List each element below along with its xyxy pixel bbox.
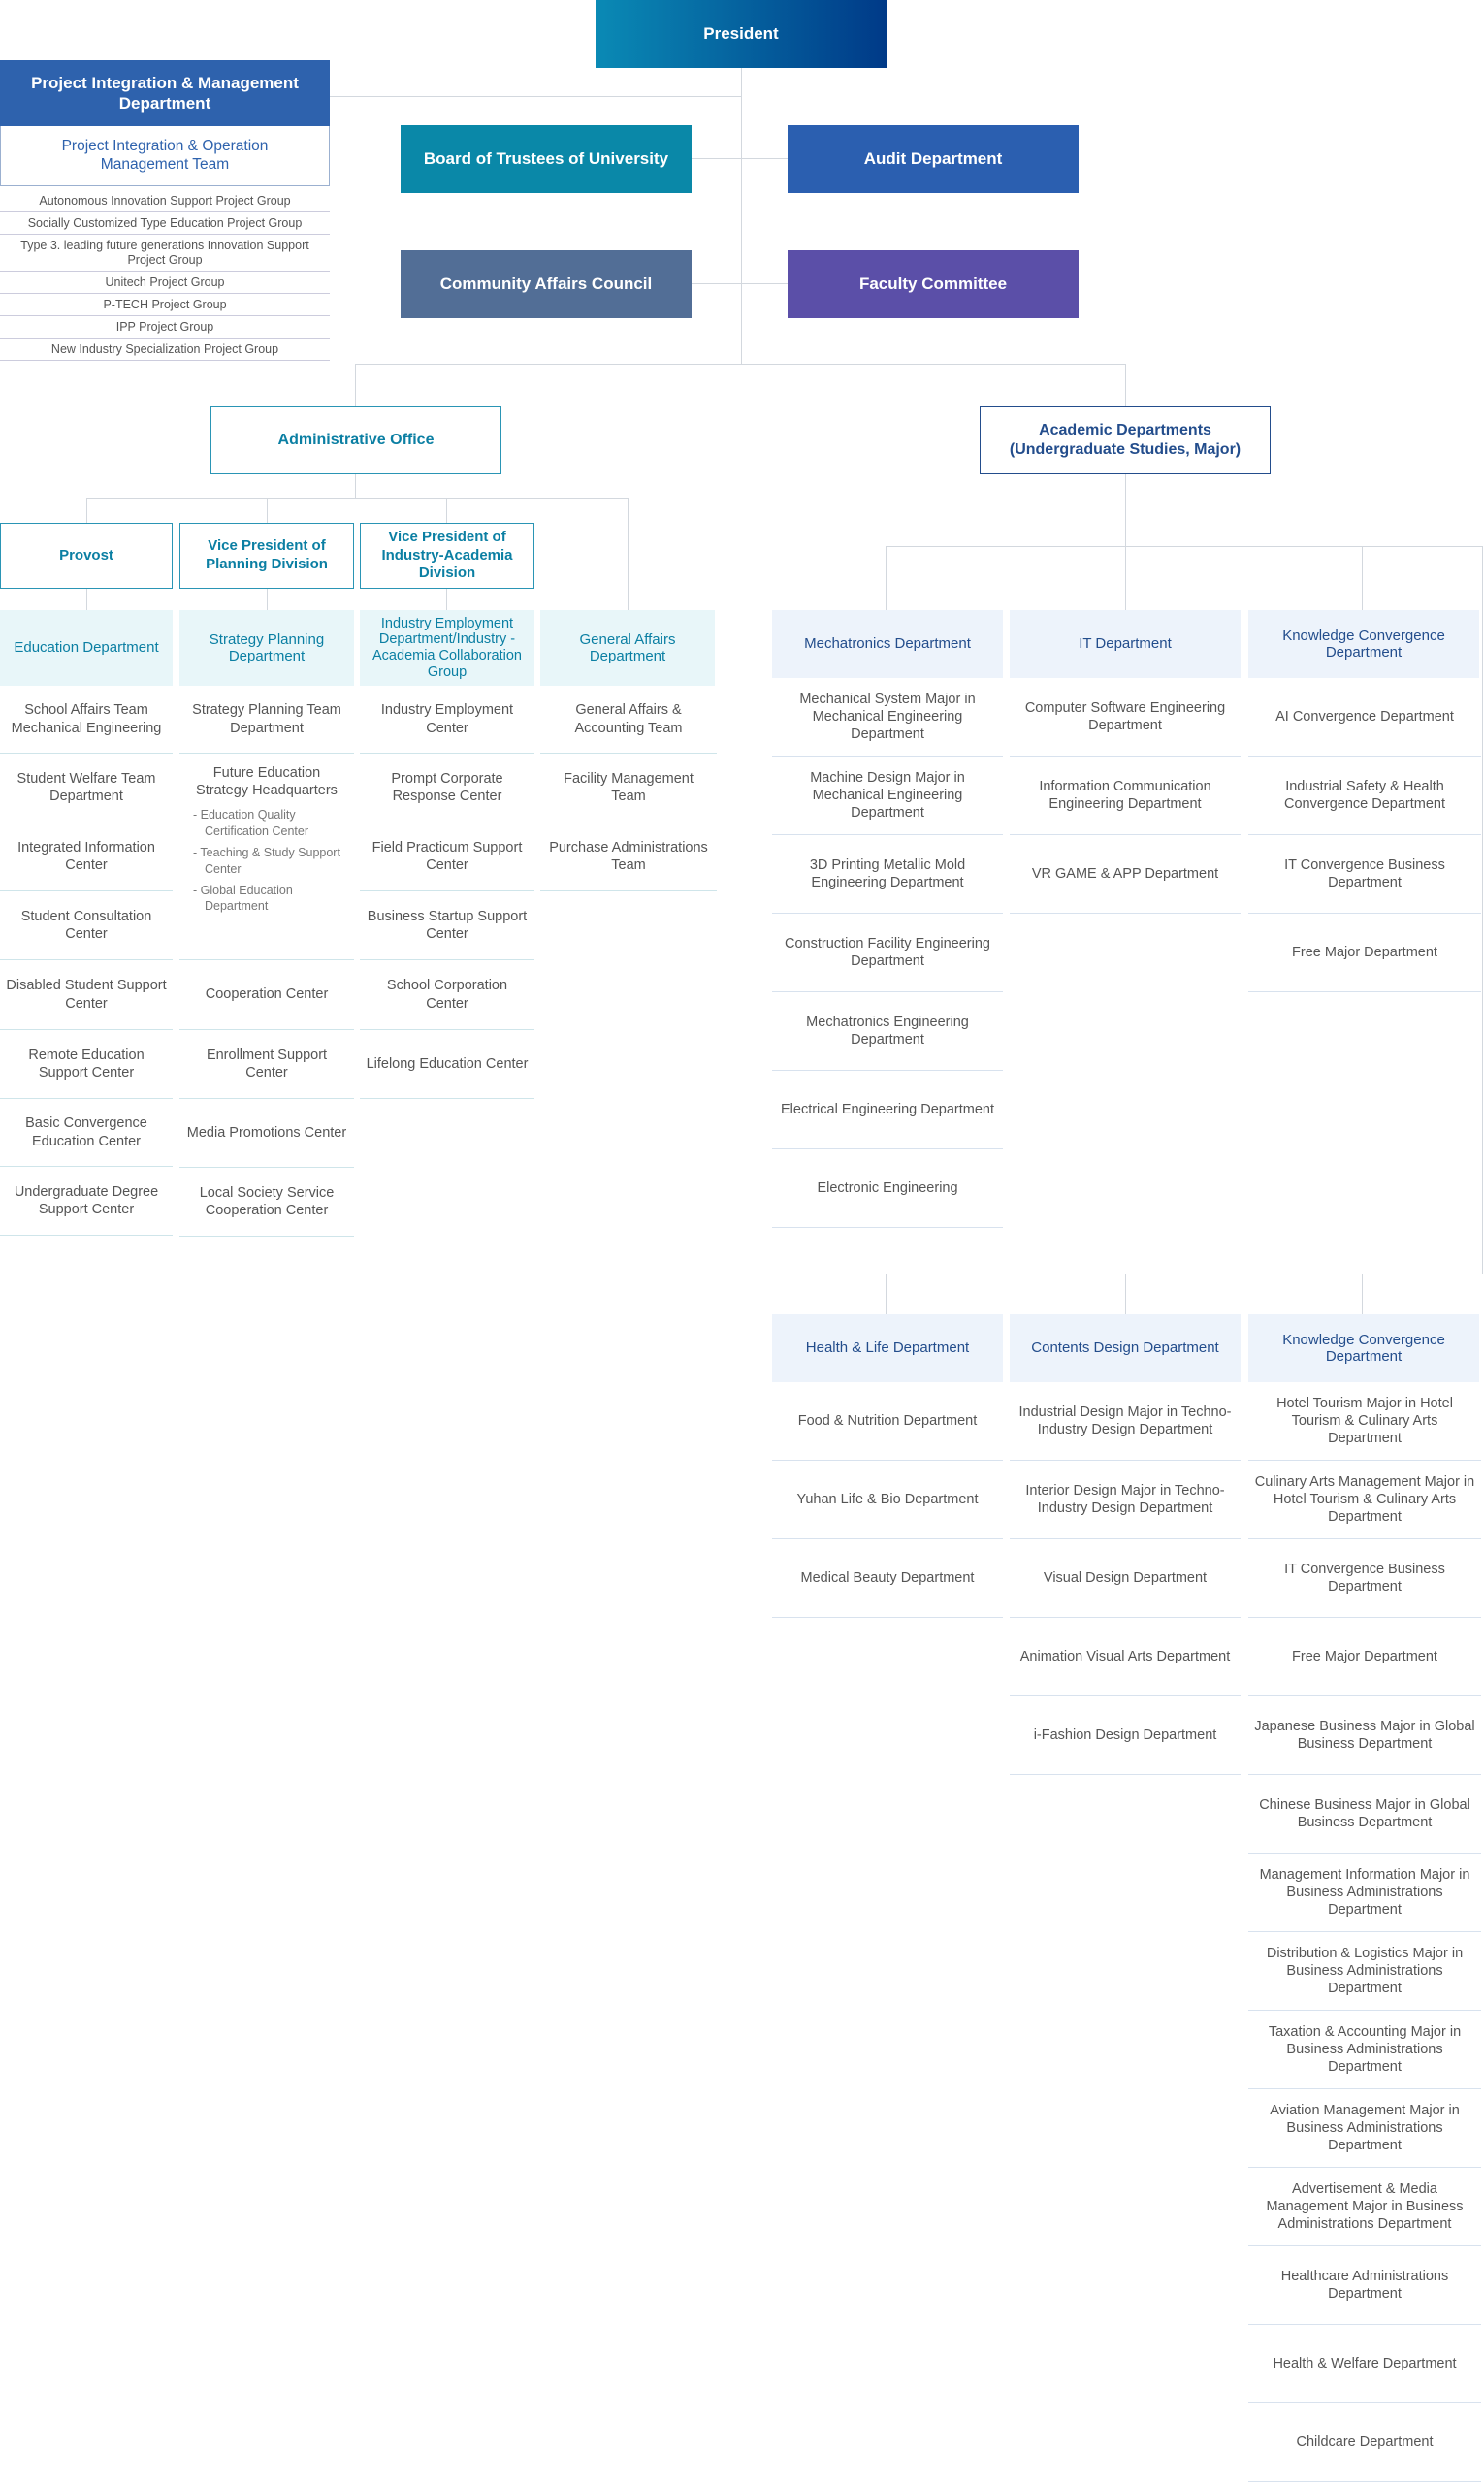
project-department-box[interactable] xyxy=(0,60,330,126)
industry-employment-list xyxy=(360,686,534,1099)
list-item[interactable]: Industrial Design Major in Techno-Industry Design Department xyxy=(1010,1382,1241,1461)
list-item[interactable]: Field Practicum Support Center xyxy=(360,822,534,891)
header-label: Health & Life Department xyxy=(805,1339,970,1357)
provost-label: Provost xyxy=(59,546,113,564)
it-department-header[interactable] xyxy=(1010,610,1241,678)
list-item[interactable]: Facility Management Team xyxy=(540,754,717,822)
header-label: Industry Employment Department/Industry -Academia Collaboration Group xyxy=(372,615,522,680)
header-label: IT Department xyxy=(1079,635,1172,653)
connector xyxy=(330,96,741,97)
list-item[interactable]: Japanese Business Major in Global Business Department xyxy=(1248,1696,1481,1775)
health-life-header[interactable] xyxy=(772,1314,1003,1382)
list-item[interactable]: Computer Software Engineering Department xyxy=(1010,678,1241,757)
list-item[interactable]: 3D Printing Metallic Mold Engineering Department xyxy=(772,835,1003,914)
connector xyxy=(886,546,887,610)
president-label: President xyxy=(703,24,779,44)
project-group-item[interactable]: New Industry Specialization Project Group xyxy=(0,339,330,361)
connector xyxy=(741,68,742,364)
list-item[interactable]: Free Major Department xyxy=(1248,1618,1481,1696)
list-item[interactable]: Prompt Corporate Response Center xyxy=(360,754,534,822)
list-item[interactable]: Health & Welfare Department xyxy=(1248,2325,1481,2403)
list-item[interactable]: General Affairs & Accounting Team xyxy=(540,686,717,754)
list-item[interactable]: Integrated Information Center xyxy=(0,822,173,891)
mechatronics-department-list xyxy=(772,678,1003,1228)
list-item[interactable]: Future Education Strategy Headquarters xyxy=(196,764,338,798)
list-item[interactable]: Mechatronics Engineering Department xyxy=(772,992,1003,1071)
list-item[interactable]: Basic Convergence Education Center xyxy=(0,1099,173,1167)
connector xyxy=(1125,546,1126,610)
connector xyxy=(1362,546,1363,610)
sub-item[interactable]: - Global Education Department xyxy=(193,883,293,914)
connector xyxy=(355,474,356,498)
knowledge-convergence-list-2 xyxy=(1248,1382,1481,2482)
list-item[interactable]: Medical Beauty Department xyxy=(772,1539,1003,1618)
connector xyxy=(86,589,87,610)
connector xyxy=(628,498,629,610)
education-department-list xyxy=(0,686,173,1236)
project-group-item[interactable]: Autonomous Innovation Support Project Group xyxy=(0,190,330,212)
list-item[interactable]: Student Welfare Team Department xyxy=(0,754,173,822)
list-item[interactable]: Advertisement & Media Management Major in Business Administrations Department xyxy=(1248,2168,1481,2246)
list-item[interactable]: Yuhan Life & Bio Department xyxy=(772,1461,1003,1539)
connector xyxy=(1125,1274,1126,1314)
mechatronics-department-header[interactable] xyxy=(772,610,1003,678)
list-item[interactable]: Hotel Tourism Major in Hotel Tourism & Culinary Arts Department xyxy=(1248,1382,1481,1461)
project-department-title: Project Integration & Management Department xyxy=(31,73,299,113)
knowledge-convergence-header-2[interactable] xyxy=(1248,1314,1479,1382)
list-item[interactable]: Machine Design Major in Mechanical Engineering Department xyxy=(772,757,1003,835)
faculty-committee-box[interactable] xyxy=(788,250,1079,318)
list-item[interactable]: Local Society Service Cooperation Center xyxy=(179,1168,354,1237)
list-item[interactable]: Electronic Engineering xyxy=(772,1149,1003,1228)
connector xyxy=(691,158,788,159)
list-item[interactable]: Animation Visual Arts Department xyxy=(1010,1618,1241,1696)
planning-division-box[interactable] xyxy=(179,523,354,589)
list-item[interactable]: Enrollment Support Center xyxy=(179,1030,354,1099)
header-label: Knowledge Convergence Department xyxy=(1282,1331,1445,1365)
community-affairs-box[interactable] xyxy=(401,250,692,318)
list-item[interactable]: Purchase Administrations Team xyxy=(540,822,717,891)
list-item[interactable]: i-Fashion Design Department xyxy=(1010,1696,1241,1775)
connector xyxy=(86,498,628,499)
connector xyxy=(1125,474,1126,546)
connector xyxy=(267,589,268,610)
list-item[interactable]: AI Convergence Department xyxy=(1248,678,1481,757)
academic-departments-box[interactable] xyxy=(980,406,1271,474)
list-item[interactable]: Food & Nutrition Department xyxy=(772,1382,1003,1461)
project-group-item[interactable]: Socially Customized Type Education Project Group xyxy=(0,212,330,235)
connector xyxy=(1482,546,1483,1274)
list-item[interactable]: Distribution & Logistics Major in Business Administrations Department xyxy=(1248,1932,1481,2011)
list-item[interactable]: Business Startup Support Center xyxy=(360,891,534,960)
connector xyxy=(886,546,1483,547)
list-item[interactable]: Childcare Department xyxy=(1248,2403,1481,2482)
list-item[interactable]: IT Convergence Business Department xyxy=(1248,1539,1481,1618)
connector xyxy=(1125,364,1126,406)
header-label: General Affairs Department xyxy=(579,630,676,664)
industry-division-box[interactable] xyxy=(360,523,534,589)
connector xyxy=(267,498,268,523)
project-group-item[interactable]: IPP Project Group xyxy=(0,316,330,339)
audit-department-box[interactable] xyxy=(788,125,1079,193)
administrative-office-box[interactable] xyxy=(210,406,501,474)
list-item[interactable]: Industry Employment Center xyxy=(360,686,534,754)
administrative-office-label: Administrative Office xyxy=(277,432,435,448)
list-item[interactable]: Information Communication Engineering Department xyxy=(1010,757,1241,835)
connector xyxy=(1362,1274,1363,1314)
it-department-list xyxy=(1010,678,1241,914)
connector xyxy=(446,589,447,610)
connector xyxy=(355,364,1125,365)
audit-label: Audit Department xyxy=(863,149,1003,169)
list-item[interactable]: Interior Design Major in Techno-Industry Design Department xyxy=(1010,1461,1241,1539)
industry-employment-header[interactable] xyxy=(360,610,534,686)
list-item[interactable]: Lifelong Education Center xyxy=(360,1030,534,1099)
list-item[interactable]: Student Consultation Center xyxy=(0,891,173,960)
list-item[interactable]: Chinese Business Major in Global Business Department xyxy=(1248,1775,1481,1854)
general-affairs-header[interactable] xyxy=(540,610,715,686)
list-item[interactable]: Media Promotions Center xyxy=(179,1099,354,1168)
list-item[interactable]: Management Information Major in Business Administrations Department xyxy=(1248,1854,1481,1932)
sub-item[interactable]: - Education Quality Certification Center xyxy=(193,808,308,838)
industry-division-label: Vice President of Industry-Academia Division xyxy=(381,528,513,582)
header-label: Strategy Planning Department xyxy=(209,630,325,664)
header-label: Mechatronics Department xyxy=(804,635,971,653)
provost-box[interactable] xyxy=(0,523,173,589)
board-label: Board of Trustees of University xyxy=(423,149,669,169)
project-team-label: Project Integration & Operation Management Team xyxy=(61,137,269,173)
knowledge-convergence-list xyxy=(1248,678,1481,992)
project-group-item[interactable]: P-TECH Project Group xyxy=(0,294,330,316)
project-group-item[interactable]: Unitech Project Group xyxy=(0,272,330,294)
education-department-header[interactable] xyxy=(0,610,173,686)
faculty-label: Faculty Committee xyxy=(858,274,1008,294)
community-label: Community Affairs Council xyxy=(439,274,653,294)
connector xyxy=(446,498,447,523)
connector xyxy=(86,498,87,523)
list-item[interactable]: Industrial Safety & Health Convergence Department xyxy=(1248,757,1481,835)
knowledge-convergence-header[interactable] xyxy=(1248,610,1479,678)
list-item[interactable]: Healthcare Administrations Department xyxy=(1248,2246,1481,2325)
list-item[interactable]: Mechanical System Major in Mechanical Engineering Department xyxy=(772,678,1003,757)
planning-division-label: Vice President of Planning Division xyxy=(206,537,328,572)
general-affairs-list xyxy=(540,686,717,891)
list-item[interactable]: Free Major Department xyxy=(1248,914,1481,992)
strategy-planning-list xyxy=(179,686,354,1237)
header-label: Education Department xyxy=(14,639,159,657)
academic-departments-label: Academic Departments (Undergraduate Studies, Major) xyxy=(1009,422,1242,458)
connector xyxy=(886,1274,887,1314)
list-item[interactable]: Visual Design Department xyxy=(1010,1539,1241,1618)
header-label: Knowledge Convergence Department xyxy=(1282,627,1445,661)
president-box[interactable] xyxy=(596,0,887,68)
contents-design-header[interactable] xyxy=(1010,1314,1241,1382)
list-item[interactable]: School Corporation Center xyxy=(360,960,534,1030)
list-item[interactable]: Undergraduate Degree Support Center xyxy=(0,1167,173,1236)
contents-design-list xyxy=(1010,1382,1241,1775)
connector xyxy=(355,364,356,406)
list-item[interactable]: Aviation Management Major in Business Administrations Department xyxy=(1248,2089,1481,2168)
board-of-trustees-box[interactable] xyxy=(401,125,692,193)
project-group-list xyxy=(0,190,330,361)
list-item[interactable]: Taxation & Accounting Major in Business Administrations Department xyxy=(1248,2011,1481,2089)
list-item[interactable]: Culinary Arts Management Major in Hotel Tourism & Culinary Arts Department xyxy=(1248,1461,1481,1539)
list-item[interactable]: Disabled Student Support Center xyxy=(0,960,173,1030)
project-team-box[interactable] xyxy=(0,126,330,186)
list-item[interactable]: Electrical Engineering Department xyxy=(772,1071,1003,1149)
list-item[interactable]: Remote Education Support Center xyxy=(0,1030,173,1099)
health-life-list xyxy=(772,1382,1003,1618)
strategy-planning-header[interactable] xyxy=(179,610,354,686)
list-item[interactable]: IT Convergence Business Department xyxy=(1248,835,1481,914)
header-label: Contents Design Department xyxy=(1031,1339,1219,1357)
list-item-group xyxy=(179,754,354,960)
sub-items xyxy=(179,807,354,915)
project-group-item[interactable]: Type 3. leading future generations Innovation Support Project Group xyxy=(0,235,330,272)
list-item[interactable]: Strategy Planning Team Department xyxy=(179,686,354,754)
list-item[interactable]: School Affairs Team Mechanical Engineering xyxy=(0,686,173,754)
list-item[interactable]: Cooperation Center xyxy=(179,960,354,1030)
connector xyxy=(691,283,788,284)
sub-item[interactable]: - Teaching & Study Support Center xyxy=(193,845,340,876)
list-item[interactable]: VR GAME & APP Department xyxy=(1010,835,1241,914)
list-item[interactable]: Construction Facility Engineering Department xyxy=(772,914,1003,992)
